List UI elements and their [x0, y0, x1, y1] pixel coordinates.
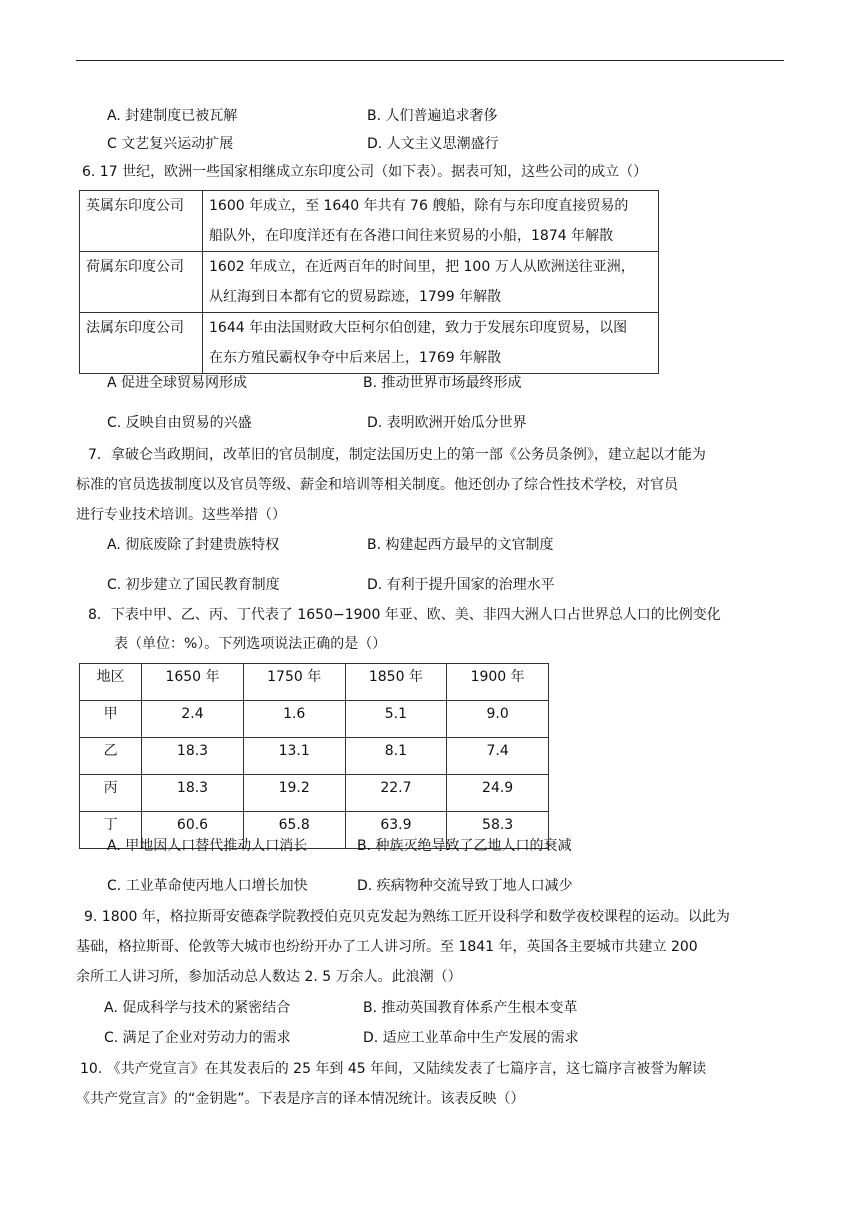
desc-line: 船队外，在印度洋还有在各港口间往来贸易的小船，1874 年解散 [209, 228, 614, 244]
value-cell: 18.3 [142, 738, 244, 775]
company-name: 法属东印度公司 [80, 313, 203, 374]
table-row [80, 313, 659, 374]
q9-option-b: B. 推动英国教育体系产生根本变革 [363, 1000, 578, 1016]
value-cell: 58.3 [447, 812, 549, 849]
q7-option-d: D. 有利于提升国家的治理水平 [367, 577, 555, 593]
value-cell: 13.1 [243, 738, 345, 775]
q8-option-b: B. 种族灭绝导致了乙地人口的衰减 [357, 838, 572, 854]
table-row [80, 775, 549, 812]
q7-line-1: 7．拿破仑当政期间，改革旧的官员制度，制定法国历史上的第一部《公务员条例》，建立起以才能为 [88, 447, 706, 463]
q7-line-2: 标准的官员选拔制度以及官员等级、薪金和培训等相关制度。他还创办了综合性技术学校，对官员 [76, 477, 678, 493]
region-cell: 丙 [80, 775, 142, 812]
desc-line: 从红海到日本都有它的贸易踪迹，1799 年解散 [209, 289, 502, 305]
company-desc [203, 313, 659, 374]
q8-option-c: C. 工业革命使丙地人口增长加快 [107, 878, 308, 894]
q7-option-a: A. 彻底废除了封建贵族特权 [107, 537, 280, 553]
q6-stem: 6. 17 世纪，欧洲一些国家相继成立东印度公司（如下表）。据表可知，这些公司的成立（） [82, 164, 648, 180]
desc-line: 1644 年由法国财政大臣柯尔伯创建，致力于发展东印度贸易，以图 [209, 320, 628, 336]
value-cell: 1.6 [243, 701, 345, 738]
q6-option-a: A 促进全球贸易网形成 [107, 375, 248, 391]
value-cell: 9.0 [447, 701, 549, 738]
value-cell: 19.2 [243, 775, 345, 812]
q8-line-2: 表（单位：%）。下列选项说法正确的是（） [114, 636, 387, 652]
table-row [80, 191, 659, 252]
q9-option-a: A. 促成科学与技术的紧密结合 [104, 1000, 291, 1016]
q9-line-2: 基础，格拉斯哥、伦敦等大城市也纷纷开办了工人讲习所。至 1841 年，英国各主要城市共建立 200 [76, 939, 698, 955]
value-cell: 2.4 [142, 701, 244, 738]
q9-option-d: D. 适应工业革命中生产发展的需求 [363, 1030, 579, 1046]
q7-line-3: 进行专业技术培训。这些举措（） [76, 507, 286, 523]
q8-population-table [79, 663, 549, 849]
header-cell: 1850 年 [345, 664, 447, 701]
q5-option-a: A. 封建制度已被瓦解 [107, 108, 238, 124]
q6-option-d: D. 表明欧洲开始瓜分世界 [367, 415, 527, 431]
value-cell: 7.4 [447, 738, 549, 775]
q10-line-1: 10. 《共产党宣言》在其发表后的 25 年到 45 年间，又陆续发表了七篇序言，这七篇序言被誉为解读 [80, 1061, 707, 1077]
q8-line-1: 8．下表中甲、乙、丙、丁代表了 1650−1900 年亚、欧、美、非四大洲人口占世界总人口的比例变化 [88, 607, 721, 623]
q5-option-d: D. 人文主义思潮盛行 [367, 136, 499, 152]
q8-option-a: A. 甲地因人口替代推动人口消长 [107, 838, 308, 854]
value-cell: 5.1 [345, 701, 447, 738]
q6-company-table [79, 190, 659, 374]
header-rule [76, 60, 784, 61]
q5-option-c: C 文艺复兴运动扩展 [107, 136, 234, 152]
value-cell: 18.3 [142, 775, 244, 812]
q7-option-c: C. 初步建立了国民教育制度 [107, 577, 280, 593]
q9-line-3: 余所工人讲习所，参加活动总人数达 2. 5 万余人。此浪潮（） [76, 969, 462, 985]
value-cell: 60.6 [142, 812, 244, 849]
desc-line: 1602 年成立，在近两百年的时间里，把 100 万人从欧洲送往亚洲， [209, 259, 635, 275]
region-cell: 乙 [80, 738, 142, 775]
table-header-row [80, 664, 549, 701]
value-cell: 24.9 [447, 775, 549, 812]
value-cell: 63.9 [345, 812, 447, 849]
company-desc [203, 252, 659, 313]
desc-line: 在东方殖民霸权争夺中后来居上，1769 年解散 [209, 350, 502, 366]
q10-line-2: 《共产党宣言》的“金钥匙”。下表是序言的译本情况统计。该表反映（） [76, 1091, 525, 1107]
region-cell: 甲 [80, 701, 142, 738]
q6-option-c: C. 反映自由贸易的兴盛 [107, 415, 252, 431]
header-cell: 1650 年 [142, 664, 244, 701]
header-cell: 1900 年 [447, 664, 549, 701]
region-cell: 丁 [80, 812, 142, 849]
table-row [80, 701, 549, 738]
header-cell: 地区 [80, 664, 142, 701]
value-cell: 65.8 [243, 812, 345, 849]
q9-line-1: 9. 1800 年，格拉斯哥安德森学院教授伯克贝克发起为熟练工匠开设科学和数学夜校课程的运动。以此为 [84, 909, 730, 925]
company-name: 英属东印度公司 [80, 191, 203, 252]
table-row [80, 738, 549, 775]
value-cell: 8.1 [345, 738, 447, 775]
q7-option-b: B. 构建起西方最早的文官制度 [367, 537, 554, 553]
q6-option-b: B. 推动世界市场最终形成 [363, 375, 522, 391]
q8-option-d: D. 疾病物种交流导致丁地人口减少 [357, 878, 573, 894]
company-name: 荷属东印度公司 [80, 252, 203, 313]
value-cell: 22.7 [345, 775, 447, 812]
company-desc [203, 191, 659, 252]
q9-option-c: C. 满足了企业对劳动力的需求 [104, 1030, 291, 1046]
header-cell: 1750 年 [243, 664, 345, 701]
desc-line: 1600 年成立，至 1640 年共有 76 艘船，除有与东印度直接贸易的 [209, 198, 629, 214]
table-row [80, 252, 659, 313]
q5-option-b: B. 人们普遍追求奢侈 [367, 108, 498, 124]
